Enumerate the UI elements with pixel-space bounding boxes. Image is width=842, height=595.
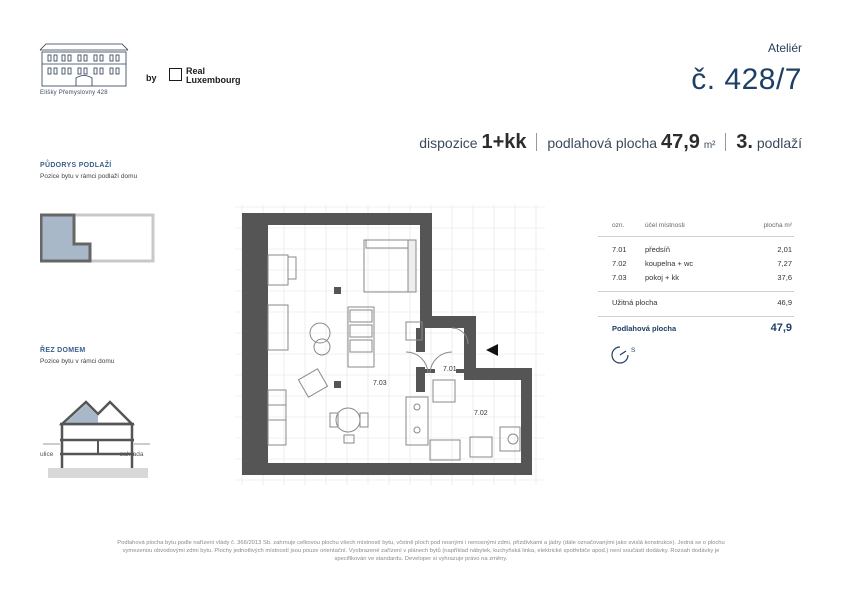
usable-area-row (598, 298, 794, 312)
section-svg (38, 392, 153, 484)
separator (725, 133, 726, 151)
floor-area-value: 47,9 (770, 322, 792, 334)
row-purpose: pokoj + kk (645, 273, 679, 282)
floor-area-label: Podlahová plocha (612, 324, 677, 333)
area-value: 47,9 (660, 131, 700, 153)
row-id: 7.01 (612, 245, 627, 254)
header-purpose: účel místnosti (645, 222, 685, 229)
plan-columns (334, 287, 341, 388)
table-row (598, 273, 794, 287)
developer-name (186, 67, 241, 85)
compass-icon (610, 345, 630, 365)
by-label: by (146, 73, 157, 83)
usable-area-label: Užitná plocha (612, 298, 658, 307)
table-divider (598, 316, 794, 317)
compass-label: S (631, 347, 636, 354)
developer-line2: Luxembourg (186, 75, 241, 85)
plan-grid (235, 205, 545, 485)
footer-line: vymezenou obvodovými zdmi bytu. Plochy jednotlivých místností jsou pouze orientační. Vyobrazené zařízení v plánech bytů (například nábytek, kuchyňská linka, elektrické spotřebiče apod.) není součástí dodávky. Rozsah dodávky je (122, 548, 720, 554)
building-logo-icon (38, 42, 130, 90)
separator (536, 133, 537, 151)
developer-line1: Real (186, 66, 206, 76)
compass (598, 345, 794, 369)
row-purpose: koupelna + wc (645, 259, 694, 268)
row-area: 7,27 (777, 259, 792, 268)
row-area: 2,01 (777, 245, 792, 254)
row-purpose: předsíň (645, 245, 671, 254)
building-caption: Elišky Přemyslovny 428 (40, 90, 108, 96)
floor-label: podlaží (756, 135, 802, 151)
area-unit: m² (703, 140, 716, 151)
table-header (598, 220, 794, 234)
area-label: podlahová plocha (547, 135, 658, 151)
table-divider (598, 291, 794, 292)
room-label-7.03: 7.03 (373, 380, 387, 387)
table-row (598, 245, 794, 259)
room-label-7.02: 7.02 (474, 410, 488, 417)
section-title: ŘEZ DOMEM (40, 347, 86, 354)
floor-position-subtitle: Pozice bytu v rámci podlaží domu (40, 173, 138, 180)
table-row (598, 259, 794, 273)
street-label: ulice (40, 451, 54, 458)
apartment-type: Ateliér (767, 41, 802, 55)
developer-logo-mark (169, 68, 182, 81)
floor-plan (230, 195, 560, 500)
disposition-label: dispozice (419, 135, 478, 151)
row-id: 7.03 (612, 273, 627, 282)
floor-area-row (598, 323, 794, 339)
floor-position-title: PŮDORYS PODLAŽÍ (40, 162, 112, 169)
floor-position-diagram (40, 210, 155, 270)
garden-label: zahrada (120, 451, 144, 458)
header-area: plocha m² (763, 222, 792, 229)
floor-plan-svg (230, 195, 560, 495)
footer-line: specifikován ve standardu. Developer si vyhrazuje právo na změny. (334, 556, 508, 562)
disposition-value: 1+kk (481, 131, 527, 153)
footer-disclaimer (40, 539, 802, 563)
floor-value: 3. (736, 131, 753, 153)
specs-line (419, 131, 802, 154)
row-area: 37,6 (777, 273, 792, 282)
floor-position-svg (40, 210, 155, 265)
apartment-number: č. 428/7 (691, 63, 802, 96)
usable-area-value: 46,9 (777, 298, 792, 307)
rooms-table (598, 220, 794, 369)
row-id: 7.02 (612, 259, 627, 268)
section-diagram (38, 392, 153, 489)
table-divider (598, 236, 794, 237)
section-subtitle: Pozice bytu v rámci domu (40, 358, 115, 365)
room-label-7.01: 7.01 (443, 366, 457, 373)
header-id: ozn. (612, 222, 625, 229)
plan-furniture (268, 240, 520, 460)
footer-line: Podlahová plocha bytu podle nařízení vlády č. 366/2013 Sb. zahrnuje celkovou plochu všech místností bytu, včetně ploch pod nosnými i nenosnými zdmi, přizdívkami a jádry (dále označovanými jako svislá konstrukce). Jedná se o plochu (117, 540, 725, 546)
building-logo (38, 42, 130, 90)
